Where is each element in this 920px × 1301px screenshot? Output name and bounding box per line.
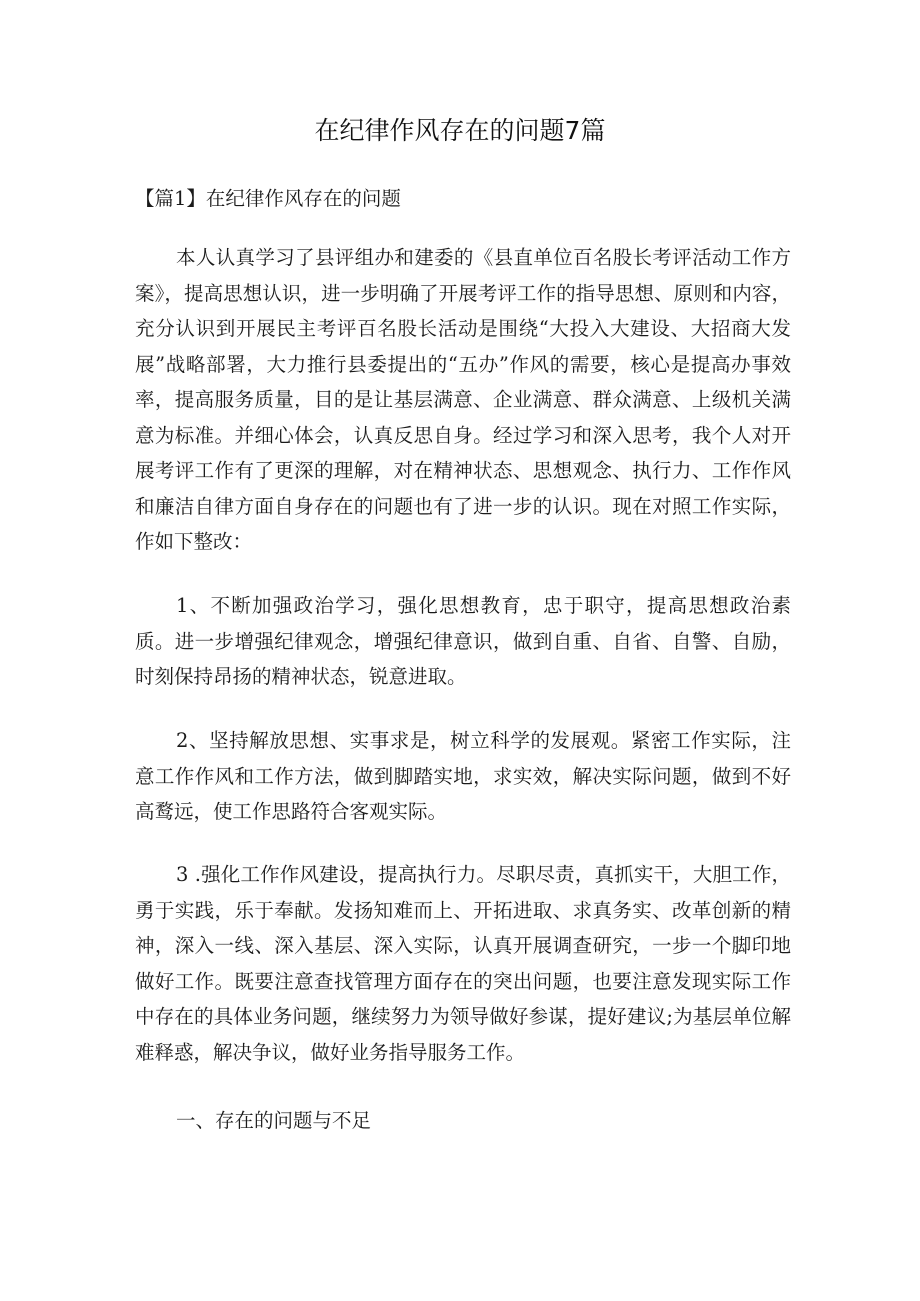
section-heading: 一、存在的问题与不足: [176, 1109, 372, 1132]
article-heading: 【篇1】在纪律作风存在的问题: [135, 187, 401, 210]
document-title: 在纪律作风存在的问题7篇: [314, 116, 606, 145]
paragraph-item-2: 2、坚持解放思想、实事求是，树立科学的发展观。紧密工作实际，注意工作作风和工作方法，做到脚踏实地，求实效，解决实际问题，做到不好高鹜远，使工作思路符合客观实际。: [135, 729, 791, 823]
paragraph-intro: 本人认真学习了县评组办和建委的《县直单位百名股长考评活动工作方案》，提高思想认识，进一步明确了开展考评工作的指导思想、原则和内容，充分认识到开展民主考评百名股长活动是围绕“大投入大建设、大招商大发展”战略部署，大力推行县委提出的“五办”作风的需要，核心是提高办事效率，提高服务质量，目的是让基层满意、企业满意、群众满意、上级机关满意为标准。并细心体会，认真反思自身。经过学习和深入思考，我个人对开展考评工作有了更深的理解，对在精神状态、思想观念、执行力、工作作风和廉洁自律方面自身存在的问题也有了进一步的认识。现在对照工作实际，作如下整改：: [135, 246, 791, 553]
paragraph-item-3: 3 .强化工作作风建设，提高执行力。尽职尽责，真抓实干，大胆工作，勇于实践，乐于奉献。发扬知难而上、开拓进取、求真务实、改革创新的精神，深入一线、深入基层、深入实际，认真开展调查研究，一步一个脚印地做好工作。既要注意查找管理方面存在的突出问题，也要注意发现实际工作中存在的具体业务问题，继续努力为领导做好参谋，提好建议;为基层单位解难释惑，解决争议，做好业务指导服务工作。: [135, 863, 791, 1064]
paragraph-item-1: 1、不断加强政治学习，强化思想教育，忠于职守，提高思想政治素质。进一步增强纪律观念，增强纪律意识，做到自重、自省、自警、自励，时刻保持昂扬的精神状态，锐意进取。: [135, 594, 791, 688]
